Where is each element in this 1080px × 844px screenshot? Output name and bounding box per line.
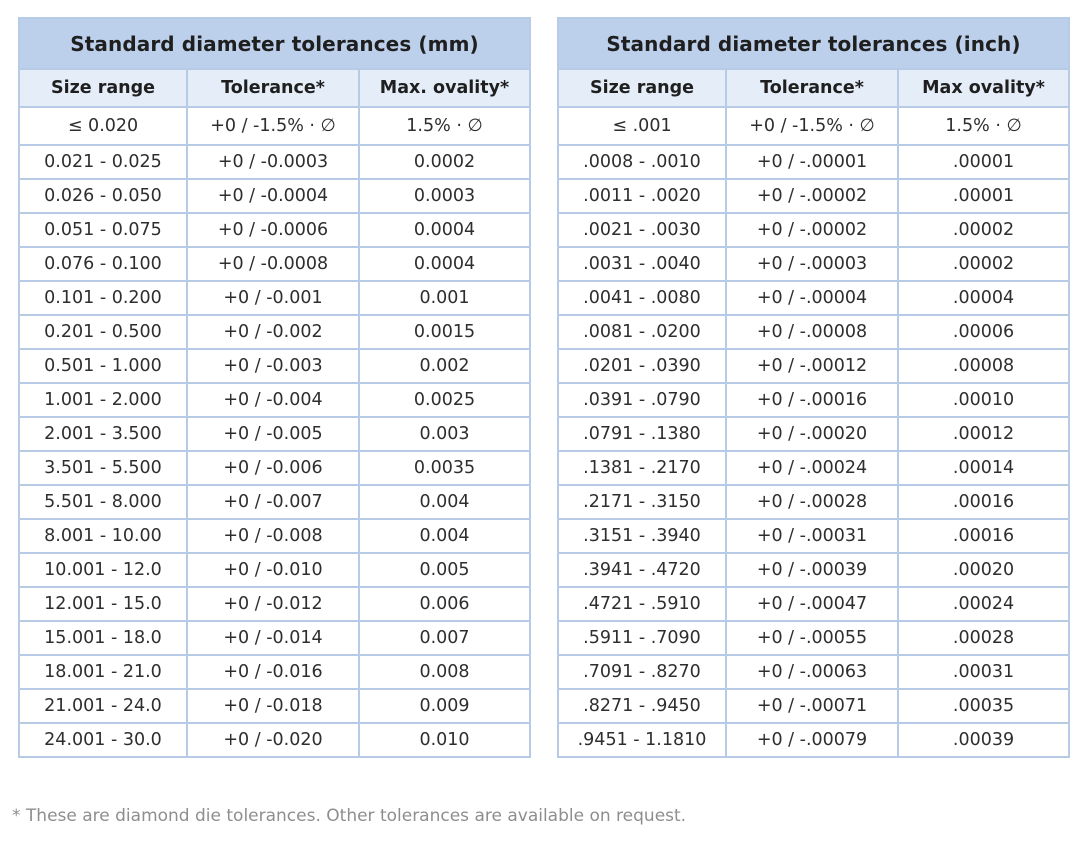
inch-max-ovality-cell: .00024 — [898, 587, 1069, 621]
inch-tolerance-cell: +0 / -.00003 — [726, 247, 898, 281]
mm-tolerance-cell: +0 / -0.0006 — [187, 213, 359, 247]
mm-table-row — [19, 107, 530, 145]
inch-max-ovality-cell: 1.5% · ∅ — [898, 107, 1069, 145]
inch-size-range-cell: .9451 - 1.1810 — [558, 723, 726, 757]
mm-tolerance-cell: +0 / -0.004 — [187, 383, 359, 417]
inch-max-ovality-cell: .00010 — [898, 383, 1069, 417]
inch-size-range-cell: .0008 - .0010 — [558, 145, 726, 179]
mm-table-row — [19, 247, 530, 281]
mm-size-range-cell: 18.001 - 21.0 — [19, 655, 187, 689]
mm-tolerance-cell: +0 / -0.005 — [187, 417, 359, 451]
inch-max-ovality-cell: .00020 — [898, 553, 1069, 587]
mm-max-ovality-cell: 0.0025 — [359, 383, 530, 417]
inch-table-row — [558, 723, 1069, 757]
mm-tolerance-cell: +0 / -0.006 — [187, 451, 359, 485]
inch-max-ovality-cell: .00035 — [898, 689, 1069, 723]
mm-tolerance-cell: +0 / -0.018 — [187, 689, 359, 723]
inch-table-row — [558, 145, 1069, 179]
mm-table-row — [19, 383, 530, 417]
mm-size-range-cell: 2.001 - 3.500 — [19, 417, 187, 451]
mm-size-range-cell: 8.001 - 10.00 — [19, 519, 187, 553]
mm-size-range-cell: 10.001 - 12.0 — [19, 553, 187, 587]
mm-tolerance-cell: +0 / -0.020 — [187, 723, 359, 757]
mm-tolerance-cell: +0 / -0.008 — [187, 519, 359, 553]
mm-table-row — [19, 689, 530, 723]
mm-max-ovality-cell: 1.5% · ∅ — [359, 107, 530, 145]
inch-header-size-range: Size range — [558, 69, 726, 107]
inch-table-row — [558, 315, 1069, 349]
inch-table-row — [558, 621, 1069, 655]
inch-tolerance-cell: +0 / -1.5% · ∅ — [726, 107, 898, 145]
mm-table-row — [19, 315, 530, 349]
inch-size-range-cell: .3151 - .3940 — [558, 519, 726, 553]
inch-header-max-ovality: Max ovality* — [898, 69, 1069, 107]
mm-table-row — [19, 621, 530, 655]
mm-size-range-cell: 21.001 - 24.0 — [19, 689, 187, 723]
mm-max-ovality-cell: 0.007 — [359, 621, 530, 655]
inch-size-range-cell: .7091 - .8270 — [558, 655, 726, 689]
mm-tolerance-cell: +0 / -0.0003 — [187, 145, 359, 179]
inch-tolerance-cell: +0 / -.00002 — [726, 213, 898, 247]
inch-table-row — [558, 107, 1069, 145]
inch-max-ovality-cell: .00016 — [898, 519, 1069, 553]
inch-max-ovality-cell: .00002 — [898, 247, 1069, 281]
mm-tolerance-cell: +0 / -0.014 — [187, 621, 359, 655]
inch-size-range-cell: .0011 - .0020 — [558, 179, 726, 213]
mm-size-range-cell: 3.501 - 5.500 — [19, 451, 187, 485]
inch-tolerance-cell: +0 / -.00055 — [726, 621, 898, 655]
inch-header-tolerance: Tolerance* — [726, 69, 898, 107]
mm-size-range-cell: 0.076 - 0.100 — [19, 247, 187, 281]
mm-table-row — [19, 213, 530, 247]
inch-size-range-cell: .0391 - .0790 — [558, 383, 726, 417]
mm-table-title: Standard diameter tolerances (mm) — [19, 18, 530, 69]
inch-tolerance-cell: +0 / -.00028 — [726, 485, 898, 519]
inch-table-row — [558, 349, 1069, 383]
mm-table-row — [19, 417, 530, 451]
inch-size-range-cell: .2171 - .3150 — [558, 485, 726, 519]
inch-table-row — [558, 417, 1069, 451]
inch-size-range-cell: .0201 - .0390 — [558, 349, 726, 383]
mm-tolerance-cell: +0 / -0.016 — [187, 655, 359, 689]
inch-tolerance-cell: +0 / -.00039 — [726, 553, 898, 587]
mm-size-range-cell: 0.051 - 0.075 — [19, 213, 187, 247]
inch-table-row — [558, 247, 1069, 281]
mm-max-ovality-cell: 0.004 — [359, 519, 530, 553]
inch-max-ovality-cell: .00028 — [898, 621, 1069, 655]
mm-max-ovality-cell: 0.0004 — [359, 213, 530, 247]
inch-size-range-cell: .0791 - .1380 — [558, 417, 726, 451]
mm-max-ovality-cell: 0.002 — [359, 349, 530, 383]
mm-max-ovality-cell: 0.0004 — [359, 247, 530, 281]
inch-tolerance-cell: +0 / -.00004 — [726, 281, 898, 315]
mm-size-range-cell: 5.501 - 8.000 — [19, 485, 187, 519]
inch-max-ovality-cell: .00039 — [898, 723, 1069, 757]
mm-size-range-cell: 1.001 - 2.000 — [19, 383, 187, 417]
mm-tolerance-cell: +0 / -0.0008 — [187, 247, 359, 281]
mm-max-ovality-cell: 0.0003 — [359, 179, 530, 213]
mm-tolerance-table — [18, 17, 531, 758]
inch-size-range-cell: .8271 - .9450 — [558, 689, 726, 723]
mm-table-row — [19, 145, 530, 179]
inch-size-range-cell: .0041 - .0080 — [558, 281, 726, 315]
inch-size-range-cell: .3941 - .4720 — [558, 553, 726, 587]
inch-table-row — [558, 179, 1069, 213]
inch-max-ovality-cell: .00002 — [898, 213, 1069, 247]
inch-table-row — [558, 383, 1069, 417]
inch-tolerance-cell: +0 / -.00024 — [726, 451, 898, 485]
mm-size-range-cell: 0.101 - 0.200 — [19, 281, 187, 315]
mm-size-range-cell: 0.026 - 0.050 — [19, 179, 187, 213]
inch-tolerance-cell: +0 / -.00063 — [726, 655, 898, 689]
inch-table-row — [558, 451, 1069, 485]
mm-size-range-cell: 15.001 - 18.0 — [19, 621, 187, 655]
mm-table-row — [19, 451, 530, 485]
mm-size-range-cell: 0.501 - 1.000 — [19, 349, 187, 383]
inch-max-ovality-cell: .00012 — [898, 417, 1069, 451]
inch-table-row — [558, 281, 1069, 315]
footnote: * These are diamond die tolerances. Other tolerances are available on request. — [12, 806, 687, 826]
mm-table-row — [19, 179, 530, 213]
mm-max-ovality-cell: 0.003 — [359, 417, 530, 451]
mm-size-range-cell: 0.021 - 0.025 — [19, 145, 187, 179]
mm-tolerance-cell: +0 / -0.003 — [187, 349, 359, 383]
inch-table-title: Standard diameter tolerances (inch) — [558, 18, 1069, 69]
inch-tolerance-cell: +0 / -.00047 — [726, 587, 898, 621]
mm-table-row — [19, 655, 530, 689]
inch-tolerance-table — [557, 17, 1070, 758]
mm-tolerance-cell: +0 / -0.012 — [187, 587, 359, 621]
inch-tolerance-cell: +0 / -.00016 — [726, 383, 898, 417]
mm-tolerance-cell: +0 / -1.5% · ∅ — [187, 107, 359, 145]
inch-max-ovality-cell: .00031 — [898, 655, 1069, 689]
mm-table-row — [19, 553, 530, 587]
inch-max-ovality-cell: .00008 — [898, 349, 1069, 383]
mm-header-max-ovality: Max. ovality* — [359, 69, 530, 107]
mm-size-range-cell: 12.001 - 15.0 — [19, 587, 187, 621]
inch-table-row — [558, 213, 1069, 247]
mm-table-row — [19, 587, 530, 621]
inch-tolerance-cell: +0 / -.00079 — [726, 723, 898, 757]
mm-table-body — [19, 107, 530, 757]
mm-max-ovality-cell: 0.010 — [359, 723, 530, 757]
inch-size-range-cell: .4721 - .5910 — [558, 587, 726, 621]
inch-table-row — [558, 519, 1069, 553]
mm-table-row — [19, 485, 530, 519]
inch-max-ovality-cell: .00004 — [898, 281, 1069, 315]
mm-tolerance-cell: +0 / -0.007 — [187, 485, 359, 519]
mm-header-tolerance: Tolerance* — [187, 69, 359, 107]
inch-table-row — [558, 485, 1069, 519]
mm-max-ovality-cell: 0.009 — [359, 689, 530, 723]
inch-table-row — [558, 655, 1069, 689]
mm-tolerance-cell: +0 / -0.001 — [187, 281, 359, 315]
inch-tolerance-cell: +0 / -.00001 — [726, 145, 898, 179]
mm-max-ovality-cell: 0.0035 — [359, 451, 530, 485]
mm-table-row — [19, 519, 530, 553]
mm-size-range-cell: 0.201 - 0.500 — [19, 315, 187, 349]
inch-size-range-cell: ≤ .001 — [558, 107, 726, 145]
inch-max-ovality-cell: .00001 — [898, 179, 1069, 213]
inch-tolerance-cell: +0 / -.00008 — [726, 315, 898, 349]
inch-size-range-cell: .1381 - .2170 — [558, 451, 726, 485]
mm-table-row — [19, 723, 530, 757]
inch-max-ovality-cell: .00014 — [898, 451, 1069, 485]
mm-tolerance-cell: +0 / -0.0004 — [187, 179, 359, 213]
inch-tolerance-cell: +0 / -.00002 — [726, 179, 898, 213]
inch-size-range-cell: .0081 - .0200 — [558, 315, 726, 349]
inch-table-row — [558, 689, 1069, 723]
inch-tolerance-cell: +0 / -.00071 — [726, 689, 898, 723]
mm-max-ovality-cell: 0.008 — [359, 655, 530, 689]
mm-max-ovality-cell: 0.0015 — [359, 315, 530, 349]
mm-header-size-range: Size range — [19, 69, 187, 107]
mm-table-row — [19, 349, 530, 383]
mm-table-row — [19, 281, 530, 315]
inch-size-range-cell: .0031 - .0040 — [558, 247, 726, 281]
mm-max-ovality-cell: 0.006 — [359, 587, 530, 621]
inch-max-ovality-cell: .00016 — [898, 485, 1069, 519]
inch-size-range-cell: .5911 - .7090 — [558, 621, 726, 655]
inch-tolerance-cell: +0 / -.00020 — [726, 417, 898, 451]
inch-max-ovality-cell: .00001 — [898, 145, 1069, 179]
mm-max-ovality-cell: 0.0002 — [359, 145, 530, 179]
inch-max-ovality-cell: .00006 — [898, 315, 1069, 349]
mm-size-range-cell: 24.001 - 30.0 — [19, 723, 187, 757]
mm-max-ovality-cell: 0.005 — [359, 553, 530, 587]
mm-tolerance-cell: +0 / -0.010 — [187, 553, 359, 587]
inch-table-row — [558, 587, 1069, 621]
mm-max-ovality-cell: 0.004 — [359, 485, 530, 519]
mm-tolerance-cell: +0 / -0.002 — [187, 315, 359, 349]
mm-size-range-cell: ≤ 0.020 — [19, 107, 187, 145]
inch-table-body — [558, 107, 1069, 757]
inch-tolerance-cell: +0 / -.00031 — [726, 519, 898, 553]
mm-max-ovality-cell: 0.001 — [359, 281, 530, 315]
inch-size-range-cell: .0021 - .0030 — [558, 213, 726, 247]
inch-table-row — [558, 553, 1069, 587]
inch-tolerance-cell: +0 / -.00012 — [726, 349, 898, 383]
